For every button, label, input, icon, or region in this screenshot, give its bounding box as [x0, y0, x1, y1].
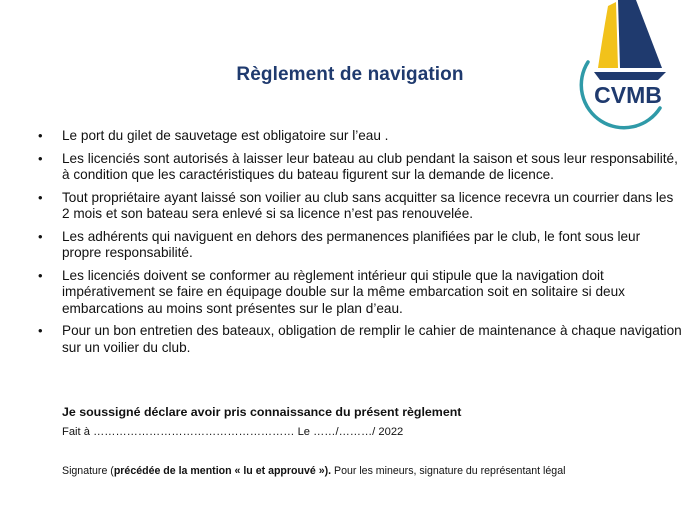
rule-text: Les licenciés sont autorisés à laisser leur bateau au club pendant la saison et sous leur responsabilité, à condition que les caractéristiques du bateau figurent sur la demande de licence. — [62, 150, 678, 182]
bullet-icon: • — [38, 128, 43, 143]
rule-text: Le port du gilet de sauvetage est obligatoire sur l’eau . — [62, 128, 389, 143]
logo-hull — [594, 72, 666, 80]
signature-mention: précédée de la mention « lu et approuvé »). — [113, 465, 332, 477]
list-item — [38, 190, 683, 223]
cvmb-logo — [578, 0, 678, 130]
rules-list — [38, 128, 683, 362]
signature-line — [62, 465, 565, 477]
signature-prefix: Signature ( — [62, 465, 114, 477]
logo-yellow-sail — [598, 2, 618, 68]
bullet-icon: • — [38, 189, 43, 205]
rule-text: Pour un bon entretien des bateaux, obligation de remplir le cahier de maintenance à chaque navigation sur un voilier du club. — [62, 323, 682, 355]
place-date-line: Fait à ……………………………………………… Le ……/………/ 2022 — [62, 426, 404, 438]
list-item — [38, 323, 683, 356]
bullet-icon: • — [38, 228, 43, 244]
signature-suffix: Pour les mineurs, signature du représentant légal — [331, 465, 566, 477]
page-title: Règlement de navigation — [236, 64, 464, 85]
bullet-icon: • — [38, 323, 43, 338]
list-item — [38, 268, 683, 318]
declaration-text: Je soussigné déclare avoir pris connaissance du présent règlement — [62, 405, 462, 419]
list-item — [38, 151, 683, 184]
rule-text: Les licenciés doivent se conformer au règlement intérieur qui stipule que la navigation doit impérativement se faire en équipage double sur la même embarcation soit en solitaire si deux embarcations au moins sont présentes sur le plan d’eau. — [62, 267, 625, 316]
rule-text: Tout propriétaire ayant laissé son voilier au club sans acquitter sa licence recevra un courrier dans les 2 mois et son bateau sera enlevé si sa licence n’est pas renouvelée. — [62, 189, 674, 221]
bullet-icon: • — [38, 267, 43, 283]
list-item — [38, 229, 683, 262]
logo-navy-sail — [618, 0, 662, 68]
bullet-icon: • — [38, 150, 43, 166]
list-item — [38, 128, 683, 145]
logo-text: CVMB — [594, 82, 662, 108]
rule-text: Les adhérents qui naviguent en dehors des permanences planifiées par le club, le font sous leur propre responsabilité. — [62, 228, 641, 260]
